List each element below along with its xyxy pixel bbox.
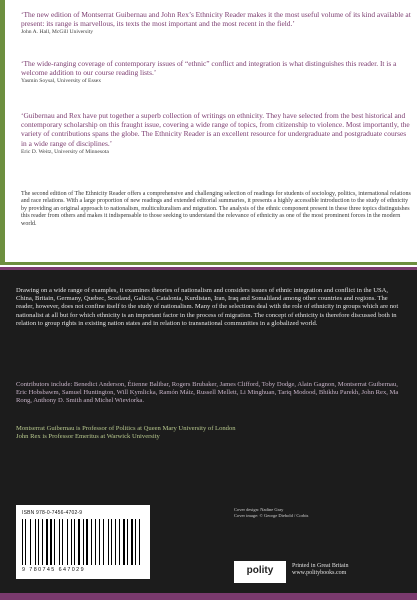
barcode-bar bbox=[109, 519, 110, 565]
barcode-bar bbox=[60, 519, 61, 565]
publisher-website: www.politybooks.com bbox=[292, 570, 347, 577]
contributors-list: Contributors include: Benedict Anderson, Étienne Balibar, Rogers Brubaker, James Clifford, Toby Dodge, Alain Gagnon, Montserrat Guibernau, Eric Hobsbawm, Samuel Huntington, Will Kymlicka, Ramón Máiz, Russell Mellett, Li Minghuan, Tariq Modood, Bhikhu Parekh, John Rex, Ma Rong, Anthony D. Smith and Michel Wieviorka. bbox=[16, 381, 399, 405]
book-description: The second edition of The Ethnicity Reader offers a comprehensive and challenging selection of readings for students of sociology, politics, international relations and race relations. With a large proportion of new readings and extended editorial summaries, it presents a highly accessible introduction to the study of ethnicity by providing an original approach to nationalism, multiculturalism and migration. The analysis of the ethnic component present in these three topics distinguishes this reader from others and makes it indispensable to those seeking to understand the relevance of ethnicity as one of the most prominent forces in the modern world. bbox=[21, 191, 411, 227]
cover-credits bbox=[234, 507, 308, 518]
barcode-number: 9 780745 647029 bbox=[22, 567, 85, 573]
cover-design-credit: Cover design: Nadine Gray bbox=[234, 507, 284, 512]
barcode-bar bbox=[91, 519, 92, 565]
barcode-image bbox=[22, 519, 144, 565]
barcode-bar bbox=[127, 519, 128, 565]
barcode-bar bbox=[25, 519, 26, 565]
barcode-bar bbox=[99, 519, 100, 565]
barcode-bar bbox=[67, 519, 68, 565]
barcode-bar bbox=[93, 519, 94, 565]
quote-text: ‘The wide-ranging coverage of contemporary issues of “ethnic” conflict and integration is what distinguishes this reader. It is a welcome addition to our course reading lists.’ bbox=[21, 59, 397, 78]
endorsements-section bbox=[0, 0, 417, 262]
barcode-bar bbox=[24, 519, 25, 565]
barcode-bar bbox=[117, 519, 118, 565]
quote-attribution: Yasmin Soysal, University of Essex bbox=[21, 78, 102, 85]
barcode-bar bbox=[44, 519, 45, 565]
barcode-bar bbox=[115, 519, 116, 565]
cover-image-credit: Cover image: © George Diebold / Corbis bbox=[234, 512, 309, 518]
barcode-bar bbox=[97, 519, 98, 565]
barcode-bar bbox=[54, 519, 55, 565]
quote-text: ‘Guibernau and Rex have put together a superb collection of writings on ethnicity. They have selected from the best historical and contemporary scholarship on this fraught issue, covering a wide range of topics, from citizenship to violence. Most importantly, the variety of contributions spans the globe. The Ethnicity Reader is an excellent resource for undergraduate and postgraduate courses in a wide range of disciplines.’ bbox=[21, 111, 410, 148]
publisher-logo bbox=[234, 561, 286, 583]
printed-in: Printed in Great Britain bbox=[292, 563, 349, 569]
author-bio: John Rex is Professor Emeritus at Warwick University bbox=[16, 433, 160, 441]
barcode-bar bbox=[111, 519, 112, 565]
barcode-bar bbox=[141, 519, 143, 565]
barcode-bar bbox=[42, 519, 43, 565]
barcode-bar bbox=[74, 519, 75, 565]
publisher-logo-text: polity bbox=[246, 565, 274, 576]
barcode-bar bbox=[129, 519, 130, 565]
barcode-bar bbox=[69, 519, 70, 565]
barcode-bar bbox=[30, 519, 31, 565]
author-bios bbox=[16, 425, 402, 441]
barcode-bar bbox=[103, 519, 104, 565]
quote-attribution: John A. Hall, McGill University bbox=[21, 29, 94, 36]
barcode-bar bbox=[73, 519, 74, 565]
barcode-bar bbox=[104, 519, 106, 565]
endorsement-quote bbox=[21, 59, 413, 85]
quote-text: ‘The new edition of Montserrat Guibernau and John Rex’s Ethnicity Reader makes it the most useful volume of its kind available at present: its range is marvellous, its texts the most important and the most recent in the field.’ bbox=[21, 10, 411, 29]
barcode-bar bbox=[49, 519, 50, 565]
bottom-stripe bbox=[0, 593, 417, 600]
endorsement-quote bbox=[21, 10, 413, 36]
barcode-bar bbox=[123, 519, 125, 565]
barcode-bar bbox=[120, 519, 121, 565]
barcode-bar bbox=[31, 519, 33, 565]
barcode-bar bbox=[86, 519, 88, 565]
overview-text: Drawing on a wide range of examples, it examines theories of nationalism and considers issues of ethnic integration and conflict in the USA, China, Britain, Germany, Quebec, Scotland, Galicia, Catalonia, Kurdistan, Iran, Iraq and Somaliland among other countries and regions. The reader, however, does not confine itself to the study of nationalism. Many of the selections deal with the role of ethnicity in groups which are not nationalist at all but for which ethnicity is an important factor in the process of migration. The concept of ethnicity is therefore discussed both in relation to group rights in existing nation states and in relation to transnational communities in a globalized world. bbox=[16, 287, 399, 327]
barcode-bar bbox=[135, 519, 136, 565]
barcode-bar bbox=[62, 519, 63, 565]
barcode-bar bbox=[50, 519, 51, 565]
barcode-bar bbox=[139, 519, 140, 565]
isbn-label: ISBN 978-0-7456-4702-9 bbox=[22, 510, 83, 516]
barcode-bar bbox=[81, 519, 82, 565]
author-bio: Montserrat Guibernau is Professor of Politics at Queen Mary University of London bbox=[16, 425, 236, 432]
quote-attribution: Eric D. Weitz, University of Minnesota bbox=[21, 148, 109, 155]
barcode-bar bbox=[56, 519, 57, 565]
printing-info bbox=[292, 563, 349, 578]
barcode-bar bbox=[36, 519, 37, 565]
barcode-bar bbox=[38, 519, 39, 565]
endorsement-quote bbox=[21, 111, 413, 156]
barcode-bar bbox=[78, 519, 79, 565]
barcode-bar bbox=[133, 519, 134, 565]
barcode-block bbox=[16, 505, 150, 579]
barcode-bar bbox=[84, 519, 85, 565]
